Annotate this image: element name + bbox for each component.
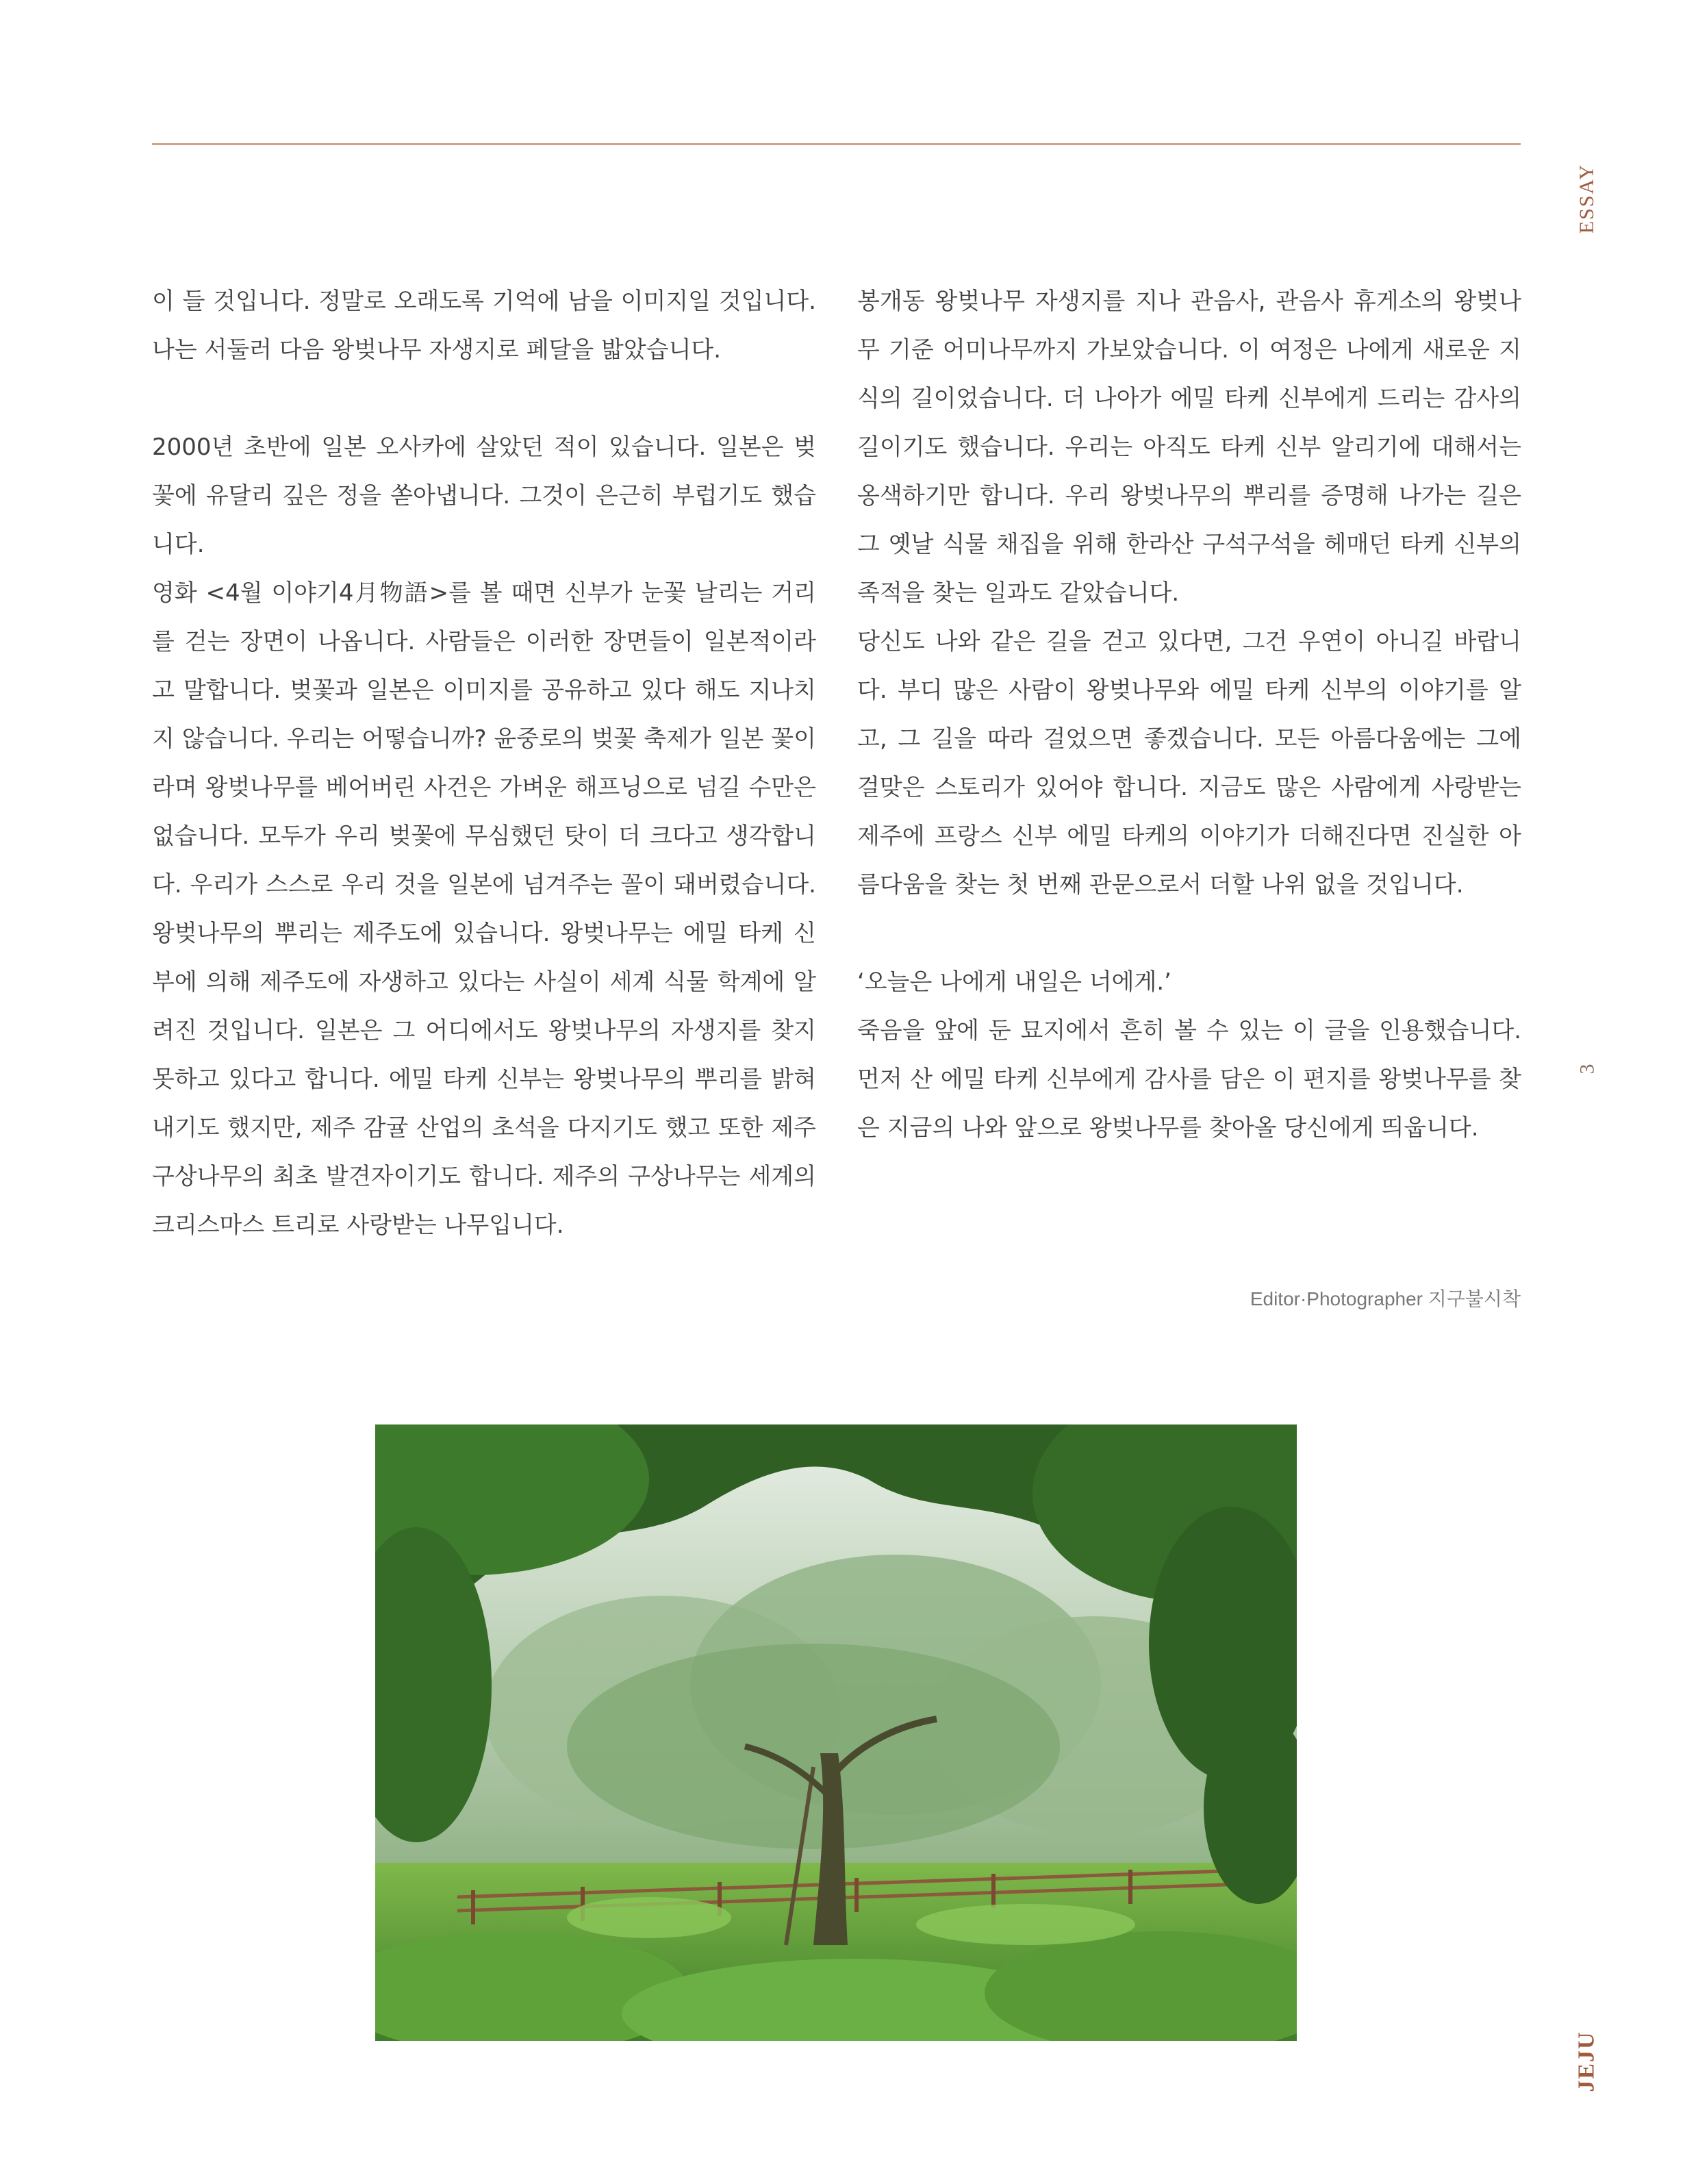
magazine-label: JEJU [1574, 2031, 1600, 2092]
quote: ‘오늘은 나에게 내일은 너에게.’ [857, 968, 1171, 996]
article-column-right [857, 277, 1521, 1153]
header-rule [152, 143, 1521, 145]
paragraph-gap [152, 375, 816, 423]
article-column-left [152, 277, 816, 1250]
paragraph: 봉개동 왕벚나무 자생지를 지나 관음사, 관음사 휴게소의 왕벚나무 기준 어미나무까지 가보았습니다. 이 여정은 나에게 새로운 지식의 길이었습니다. 더 나아가 에밀 타케 신부에게 드리는 감사의 길이기도 했습니다. 우리는 아직도 타케 신부 알리기에 대해서는 옹색하기만 합니다. 우리 왕벚나무의 뿌리를 증명해 나가는 길은 그 옛날 식물 채집을 위해 한라산 구석구석을 헤매던 타케 신부의 족적을 찾는 일과도 같았습니다. [857, 288, 1521, 607]
paragraph-gap [857, 909, 1521, 958]
paragraph: 이 들 것입니다. 정말로 오래도록 기억에 남을 이미지일 것입니다. 나는 서둘러 다음 왕벚나무 자생지로 페달을 밟았습니다. [152, 288, 816, 364]
forest-illustration [375, 1424, 1297, 2041]
paragraph: 영화 <4월 이야기4月物語>를 볼 때면 신부가 눈꽃 날리는 거리를 걷는 장면이 나옵니다. 사람들은 이러한 장면들이 일본적이라고 말합니다. 벚꽃과 일본은 이미지를 공유하고 있다 해도 지나치지 않습니다. 우리는 어떻습니까? 윤중로의 벚꽃 축제가 일본 꽃이라며 왕벚나무를 베어버린 사건은 가벼운 해프닝으로 넘길 수만은 없습니다. 모두가 우리 벚꽃에 무심했던 탓이 더 크다고 생각합니다. 우리가 스스로 우리 것을 일본에 넘겨주는 꼴이 돼버렸습니다. 왕벚나무의 뿌리는 제주도에 있습니다. 왕벚나무는 에밀 타케 신부에 의해 제주도에 자생하고 있다는 사실이 세계 식물 학계에 알려진 것입니다. 일본은 그 어디에서도 왕벚나무의 자생지를 찾지 못하고 있다고 합니다. 에밀 타케 신부는 왕벚나무의 뿌리를 밝혀내기도 했지만, 제주 감귤 산업의 초석을 다지기도 했고 또한 제주 구상나무의 최초 발견자이기도 합니다. 제주의 구상나무는 세계의 크리스마스 트리로 사랑받는 나무입니다. [152, 579, 816, 1239]
paragraph: 죽음을 앞에 둔 묘지에서 흔히 볼 수 있는 이 글을 인용했습니다. 먼저 산 에밀 타케 신부에게 감사를 담은 이 편지를 왕벚나무를 찾은 지금의 나와 앞으로 왕벚나무를 찾아올 당신에게 띄웁니다. [857, 1017, 1521, 1142]
page-number: 3 [1575, 1062, 1598, 1075]
paragraph: 당신도 나와 같은 길을 걷고 있다면, 그건 우연이 아니길 바랍니다. 부디 많은 사람이 왕벚나무와 에밀 타케 신부의 이야기를 알고, 그 길을 따라 걸었으면 좋겠습니다. 모든 아름다움에는 그에 걸맞은 스토리가 있어야 합니다. 지금도 많은 사람에게 사랑받는 제주에 프랑스 신부 에밀 타케의 이야기가 더해진다면 진실한 아름다움을 찾는 첫 번째 관문으로서 더할 나위 없을 것입니다. [857, 628, 1521, 899]
photo-credit: Editor·Photographer 지구불시착 [1250, 1288, 1521, 1309]
section-label: ESSAY [1575, 163, 1598, 234]
paragraph: 2000년 초반에 일본 오사카에 살았던 적이 있습니다. 일본은 벚꽃에 유달리 깊은 정을 쏟아냅니다. 그것이 은근히 부럽기도 했습니다. [152, 434, 816, 558]
forest-photo [375, 1424, 1297, 2041]
